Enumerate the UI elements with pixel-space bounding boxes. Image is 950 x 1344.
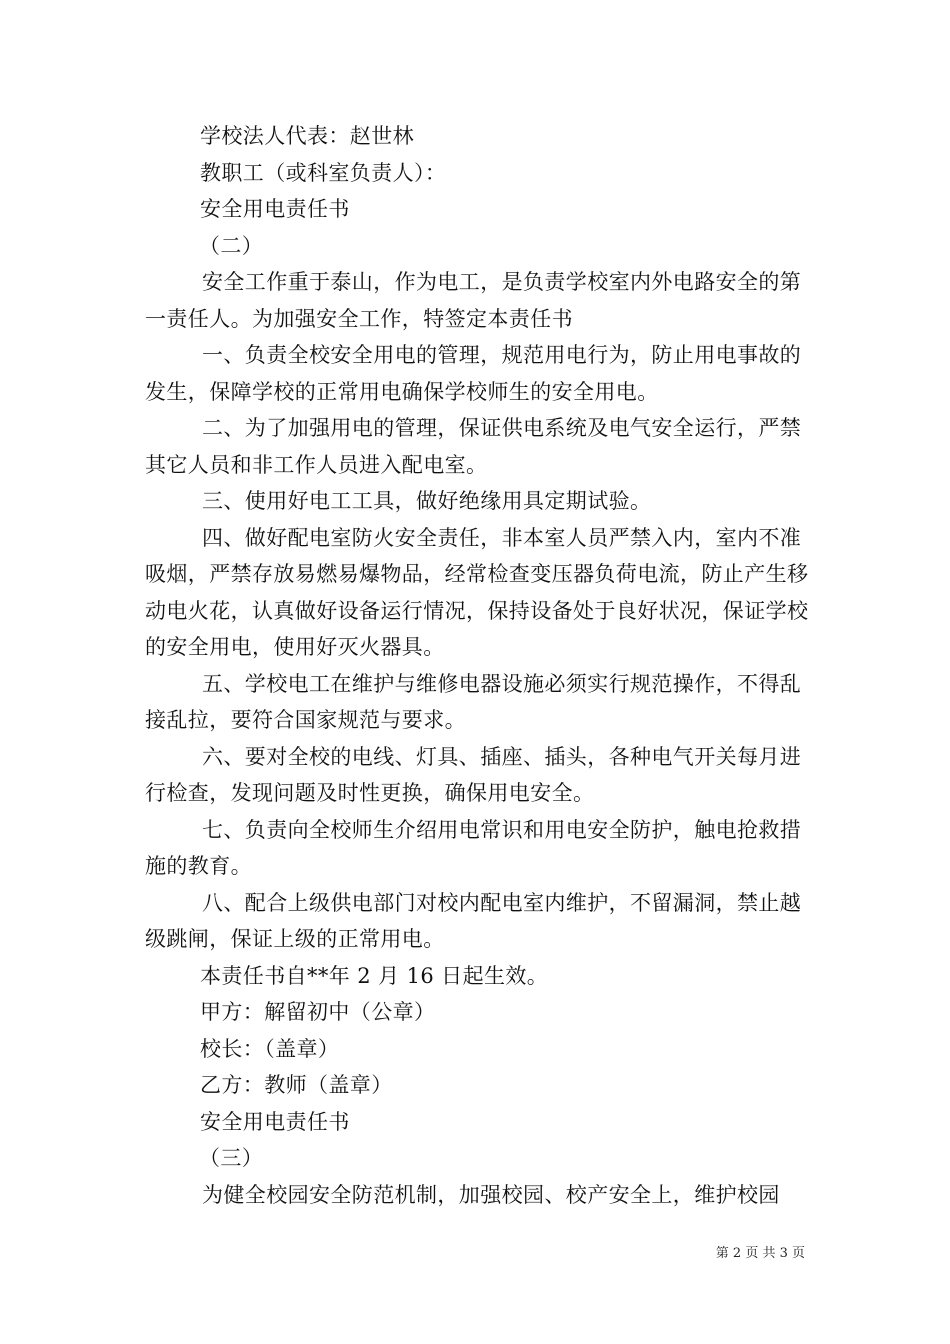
clause-5: 五、学校电工在维护与维修电器设施必须实行规范操作，不得乱接乱拉，要符合国家规范与要求。	[145, 671, 802, 732]
section-number: （二）	[199, 233, 264, 258]
clause-1: 一、负责全校安全用电的管理，规范用电行为，防止用电事故的发生，保障学校的正常用电确保学校师生的安全用电。	[145, 343, 802, 404]
clause-3: 三、使用好电工工具，做好绝缘用具定期试验。	[202, 489, 652, 513]
section-title: 安全用电责任书	[200, 197, 350, 221]
clause-4: 四、做好配电室防火安全责任，非本室人员严禁入内，室内不准吸烟，严禁存放易燃易爆物品，经常检查变压器负荷电流，防止产生移动电火花，认真做好设备运行情况，保持设备处于良好状况，保证学校的安全用电，使用好灭火器具。	[145, 525, 809, 659]
school-legal-representative-line: 学校法人代表：赵世林	[200, 124, 414, 148]
section-title: 安全用电责任书	[200, 1109, 350, 1134]
page-number-footer: 第 2 页 共 3 页	[715, 1246, 805, 1261]
party-a-line: 甲方：解留初中（公章）	[200, 1000, 436, 1024]
clause-2: 二、为了加强用电的管理，保证供电系统及电气安全运行，严禁其它人员和非工作人员进入配电室。	[145, 416, 802, 477]
staff-signature-line: 教职工（或科室负责人）：	[200, 160, 447, 185]
clause-6: 六、要对全校的电线、灯具、插座、插头，各种电气开关每月进行检查，发现问题及时性更换，确保用电安全。	[145, 744, 802, 805]
document-body	[145, 118, 810, 1213]
intro-paragraph: 安全工作重于泰山，作为电工，是负责学校室内外电路安全的第一责任人。为加强安全工作，特签定本责任书	[145, 270, 802, 331]
clause-8: 八、配合上级供电部门对校内配电室内维护，不留漏洞，禁止越级跳闸，保证上级的正常用电。	[145, 890, 802, 951]
section-number: （三）	[199, 1146, 264, 1170]
principal-line: 校长：（盖章）	[200, 1036, 340, 1061]
section-3-intro: 为健全校园安全防范机制，加强校园、校产安全上，维护校园	[202, 1182, 780, 1207]
effective-date-line: 本责任书自**年 2 月 16 日起生效。	[200, 963, 549, 988]
clause-7: 七、负责向全校师生介绍用电常识和用电安全防护，触电抢救措施的教育。	[145, 817, 802, 878]
party-b-line: 乙方：教师（盖章）	[200, 1073, 393, 1097]
